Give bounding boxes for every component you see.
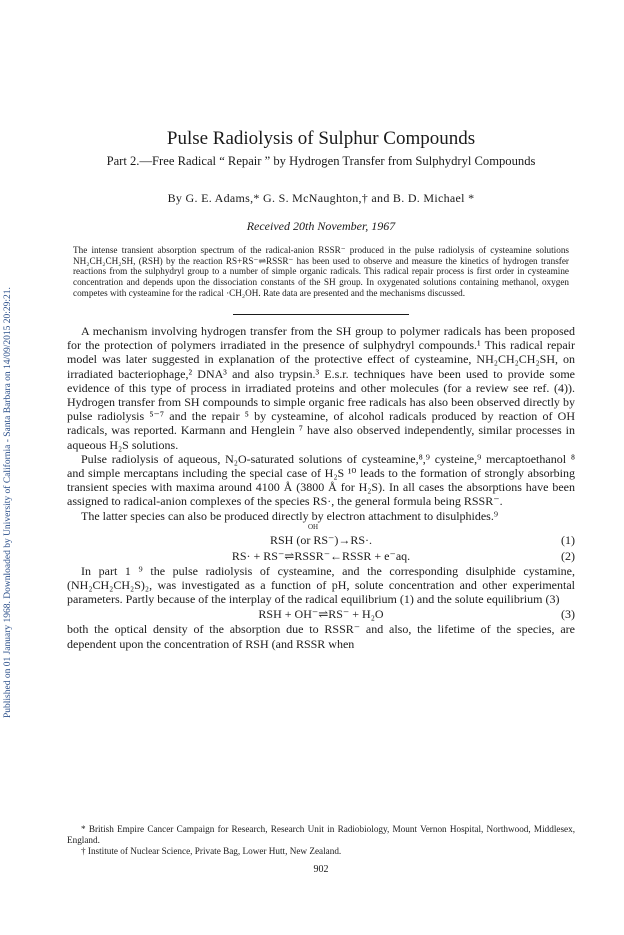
author-line: By G. E. Adams,* G. S. McNaughton,† and B. D. Michael * [167, 191, 475, 205]
article-title: Pulse Radiolysis of Sulphur Compounds [166, 128, 476, 149]
equation-1-arrow-label: OH [307, 522, 319, 531]
page-number: 902 [313, 864, 329, 875]
article-subtitle: Part 2.—Free Radical “ Repair ” by Hydrogen Transfer from Sulphydryl Compounds [106, 154, 536, 168]
abstract: The intense transient absorption spectrum of the radical-anion RSSR⁻ produced in the pulse radiolysis of cysteamine solutions NH₂CH₂CH₂SH, (RSH) by the reaction RS+RS⁻⇌RSSR⁻ has been used to observe and measure the kinetics of hydrogen transfer reactions from the sulphydryl group to a number of simple organic radicals. This radical repair process is first order in cysteamine concentration and depends upon the dissociation constants of the SH group. In oxygenated solutions containing methanol, oxygen competes with cysteamine for the radical ·CH₂OH. Rate data are presented and the mechanisms discussed. [73, 245, 569, 298]
section-divider [233, 314, 409, 315]
equation-1 [67, 532, 575, 548]
equation-3-number: (3) [561, 607, 575, 622]
equation-2 [67, 548, 575, 564]
body-text [67, 324, 575, 651]
footnote-affiliation-2: † Institute of Nuclear Science, Private Bag, Lower Hutt, New Zealand. [81, 846, 342, 856]
margin-note-text: Published on 01 January 1968. Downloaded by University of California - Santa Barbara on 14/09/2015 20:29:21. [3, 287, 13, 718]
equation-3-expression: RSH + OH⁻⇌RS⁻ + H₂O [258, 607, 384, 622]
equation-2-number: (2) [561, 548, 575, 563]
paragraph-5: both the optical density of the absorption due to RSSR⁻ and also, the lifetime of the species, are dependent upon the concentration of RSH (and RSSR when [67, 622, 575, 651]
equation-2-expression: RS· + RS⁻⇌RSSR⁻←RSSR + e⁻aq. [231, 548, 411, 563]
equation-3 [67, 606, 575, 622]
footnote-affiliation-1: * British Empire Cancer Campaign for Research, Research Unit in Radiobiology, Mount Vernon Hospital, Northwood, Middlesex, England. [67, 824, 575, 845]
paragraph-2: Pulse radiolysis of aqueous, N₂O-saturated solutions of cysteamine,⁸,⁹ cysteine,⁹ mercaptoethanol ⁸ and simple mercaptans including the special case of H₂S ¹⁰ leads to the formation of strongly absorbing transient species with maxima around 4100 Å (3800 Å for H₂S). In all cases the absorptions have been assigned to radical-anion complexes of the species RS·, the general formula being RSSR⁻. [67, 451, 575, 509]
paragraph-3: The latter species can also be produced directly by electron attachment to disulphides.⁹ [81, 508, 499, 523]
equation-1-expression: RSH (or RS⁻)→RS·. [269, 532, 373, 547]
equation-1-number: (1) [561, 532, 575, 547]
paragraph-1: A mechanism involving hydrogen transfer from the SH group to polymer radicals has been proposed for the protection of polymers irradiated in the presence of sulphydryl compounds.¹ This radical repair model was later suggested in explanation of the protective effect of cysteamine, NH₂CH₂CH₂SH, on irradiated bacteriophage,² DNA³ and also trypsin.³ E.s.r. techniques have been used to provide some evidence of this type of process in irradiated proteins and other molecules (for a review see ref. (4)). Hydrogen transfer from SH compounds to simple organic free radicals has also been observed directly by pulse radiolysis ⁵⁻⁷ and the repair ⁵ by cysteamine, of alcohol radicals produced by reaction of OH radicals, was reported. Karmann and Henglein ⁷ have also observed independently, similar processes in aqueous H₂S solutions. [67, 324, 575, 452]
received-date: Received 20th November, 1967 [246, 219, 396, 233]
footnotes [67, 824, 575, 857]
paragraph-4: In part 1 ⁹ the pulse radiolysis of cysteamine, and the corresponding disulphide cystamine, (NH₂CH₂CH₂S)₂, was investigated as a function of pH, solute concentration and other experimental parameters. Partly because of the interplay of the radical equilibrium (1) and the solute equilibrium (3) [67, 563, 575, 607]
download-margin-note [2, 100, 16, 720]
